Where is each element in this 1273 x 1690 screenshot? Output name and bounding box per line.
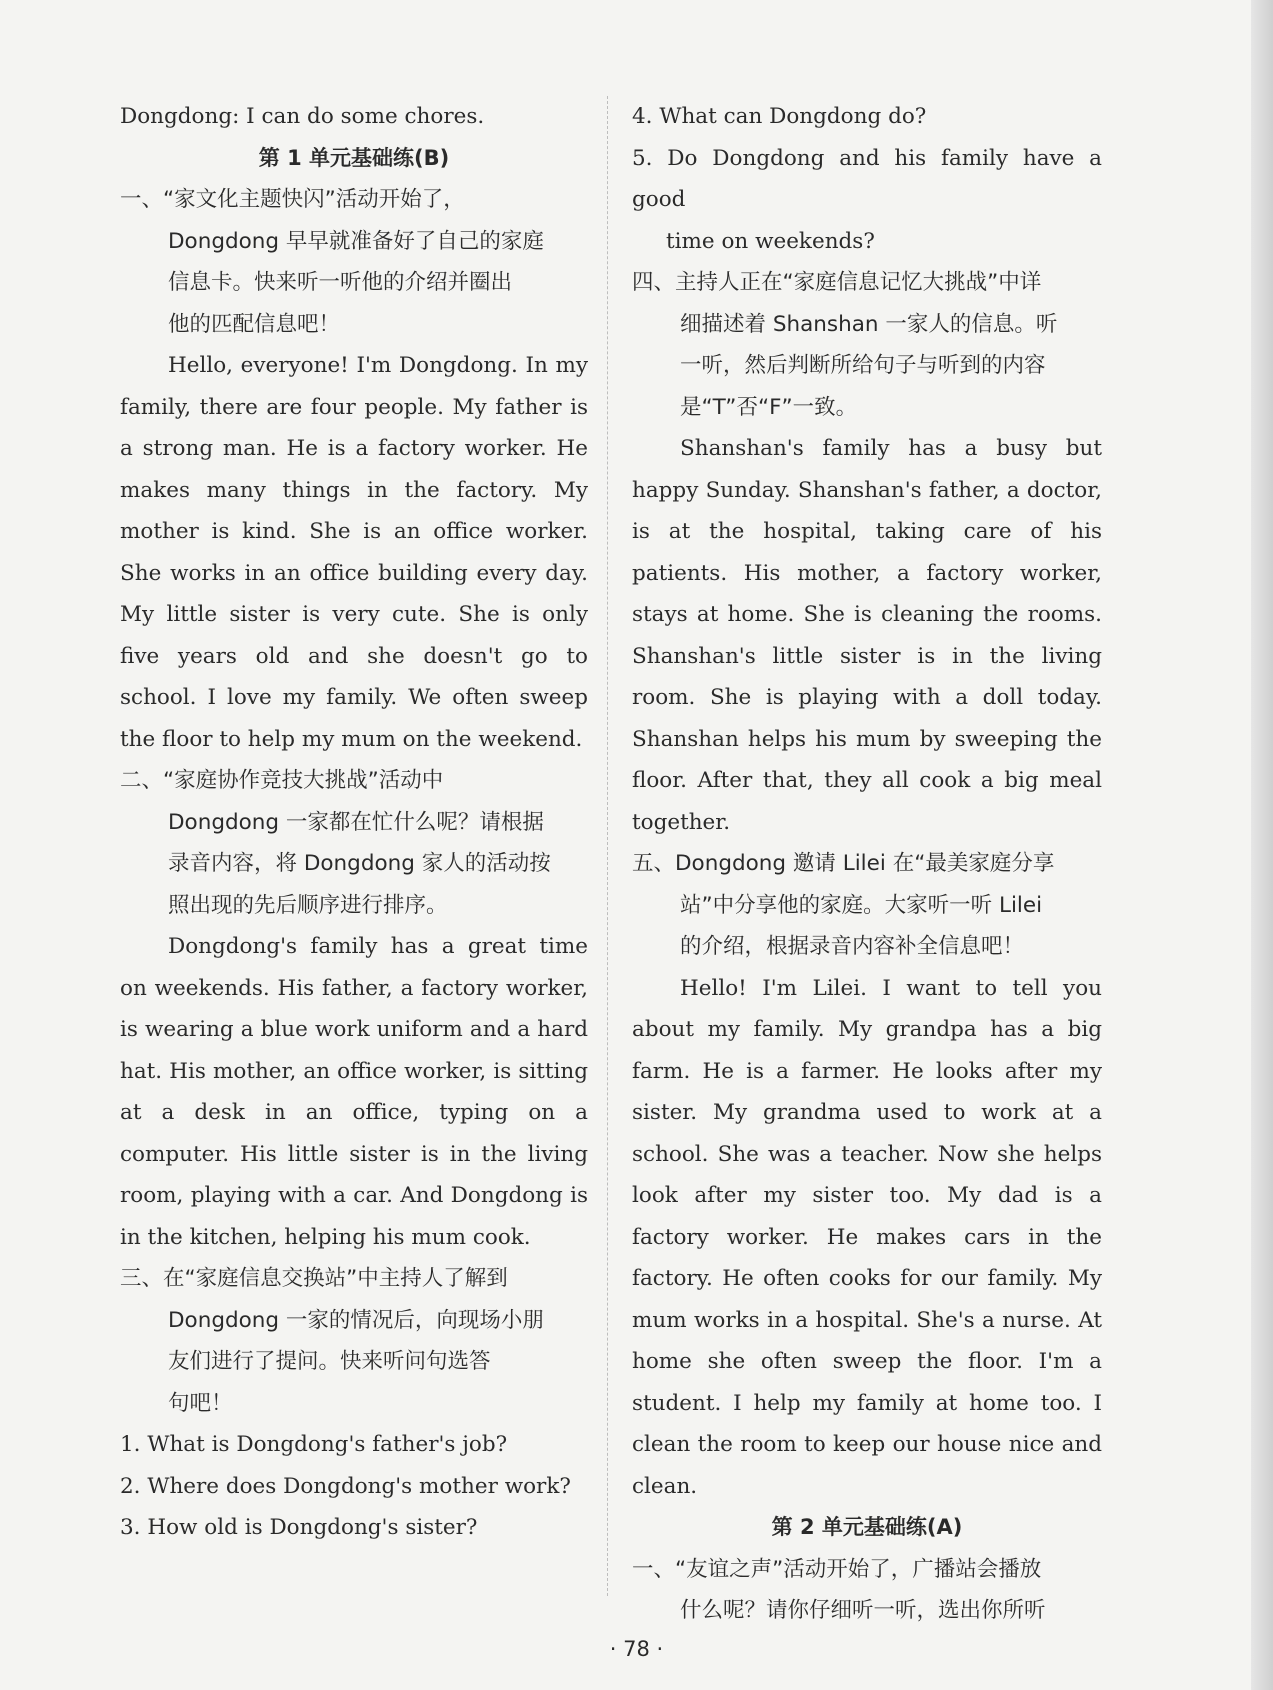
task3-line-1: 三、在“家庭信息交换站”中主持人了解到: [120, 1266, 508, 1291]
page-edge-shadow: [1251, 0, 1273, 1690]
task2-transcript: Dongdong's family has a great time on weekends. His father, a factory worker, is wearing a blue work uniform and a hard hat. His mother, an office worker, is sitting at a desk in an office, typing on a computer. His little sister is in the living room, playing with a car. And Dongdong is in the kitchen, helping his mum cook.: [120, 934, 588, 1250]
question-4: 4. What can Dongdong do?: [632, 104, 927, 129]
question-3: 3. How old is Dongdong's sister?: [120, 1515, 478, 1540]
section-heading-unit2-a: 第 2 单元基础练(A): [771, 1515, 963, 1539]
task4-line-1: 四、主持人正在“家庭信息记忆大挑战”中详: [632, 270, 1042, 295]
task5-line-3: 的介绍，根据录音内容补全信息吧！: [680, 934, 1025, 959]
task4-line-4: 是“T”否“F”一致。: [680, 394, 858, 420]
task2-instruction: [120, 760, 588, 926]
section-heading-unit1-b: 第 1 单元基础练(B): [258, 145, 450, 170]
task1-line-1: 一、“家文化主题快闪”活动开始了，: [120, 187, 465, 212]
task1-line-2: Dongdong 早早就准备好了自己的家庭: [168, 228, 544, 254]
intro-line: Dongdong: I can do some chores.: [120, 104, 485, 129]
column-divider: [607, 96, 608, 1596]
task6-line-1: 一、“友谊之声”活动开始了，广播站会播放: [632, 1556, 1042, 1582]
task4-line-3: 一听，然后判断所给句子与听到的内容: [680, 353, 1046, 378]
task2-line-1: 二、“家庭协作竞技大挑战”活动中: [120, 768, 444, 793]
task2-line-3: 录音内容，将 Dongdong 家人的活动按: [168, 851, 551, 876]
task4-transcript: Shanshan's family has a busy but happy Sunday. Shanshan's father, a doctor, is at the hospital, taking care of his patients. His mother, a factory worker, stays at home. She is cleaning the rooms. Shanshan's little sister is in the living room. She is playing with a doll today. Shanshan helps his mum by sweeping the floor. After that, they all cook a big meal together.: [632, 436, 1102, 835]
task4-instruction: [632, 262, 1102, 428]
task1-line-4: 他的匹配信息吧！: [168, 311, 341, 337]
task3-questions: [120, 1424, 588, 1549]
question-5: 5. Do Dongdong and his family have a good: [632, 145, 1102, 212]
task2-line-2: Dongdong 一家都在忙什么呢？请根据: [168, 809, 544, 835]
task3-line-2: Dongdong 一家的情况后，向现场小朋: [168, 1307, 544, 1333]
task5-transcript: Hello! I'm Lilei. I want to tell you about my family. My grandpa has a big farm. He is a farmer. He looks after my sister. My grandma used to work at a school. She was a teacher. Now she helps look after my sister too. My dad is a factory worker. He makes cars in the factory. He often cooks for our family. My mum works in a hospital. She's a nurse. At home she often sweep the floor. I'm a student. I help my family at home too. I clean the room to keep our house nice and clean.: [632, 975, 1102, 1499]
task1-instruction: [120, 179, 588, 345]
left-column: [120, 96, 588, 1549]
question-1: 1. What is Dongdong's father's job?: [120, 1432, 508, 1457]
task5-instruction: [632, 843, 1102, 968]
task5-line-1: 五、Dongdong 邀请 Lilei 在“最美家庭分享: [632, 851, 1055, 876]
task3-instruction: [120, 1258, 588, 1424]
task6-instruction: [632, 1549, 1102, 1632]
right-column: [632, 96, 1102, 1632]
task6-line-2: 什么呢？请你仔细听一听，选出你所听: [680, 1598, 1046, 1623]
task3-questions-continued: [632, 96, 1102, 262]
question-2: 2. Where does Dongdong's mother work?: [120, 1473, 571, 1499]
page-number: · 78 ·: [609, 1637, 664, 1661]
task1-transcript: Hello, everyone! I'm Dongdong. In my family, there are four people. My father is a strong man. He is a factory worker. He makes many things in the factory. My mother is kind. She is an office worker. She works in an office building every day. My little sister is very cute. She is only five years old and she doesn't go to school. I love my family. We often sweep the floor to help my mum on the weekend.: [120, 353, 588, 752]
task5-line-2: 站”中分享他的家庭。大家听一听 Lilei: [680, 892, 1043, 918]
task1-line-3: 信息卡。快来听一听他的介绍并圈出: [168, 270, 513, 295]
task4-line-2: 细描述着 Shanshan 一家人的信息。听: [680, 311, 1058, 337]
question-5-cont: time on weekends?: [666, 228, 875, 254]
task3-line-3: 友们进行了提问。快来听问句选答: [168, 1349, 491, 1374]
task2-line-4: 照出现的先后顺序进行排序。: [168, 892, 448, 918]
task3-line-4: 句吧！: [168, 1390, 233, 1416]
